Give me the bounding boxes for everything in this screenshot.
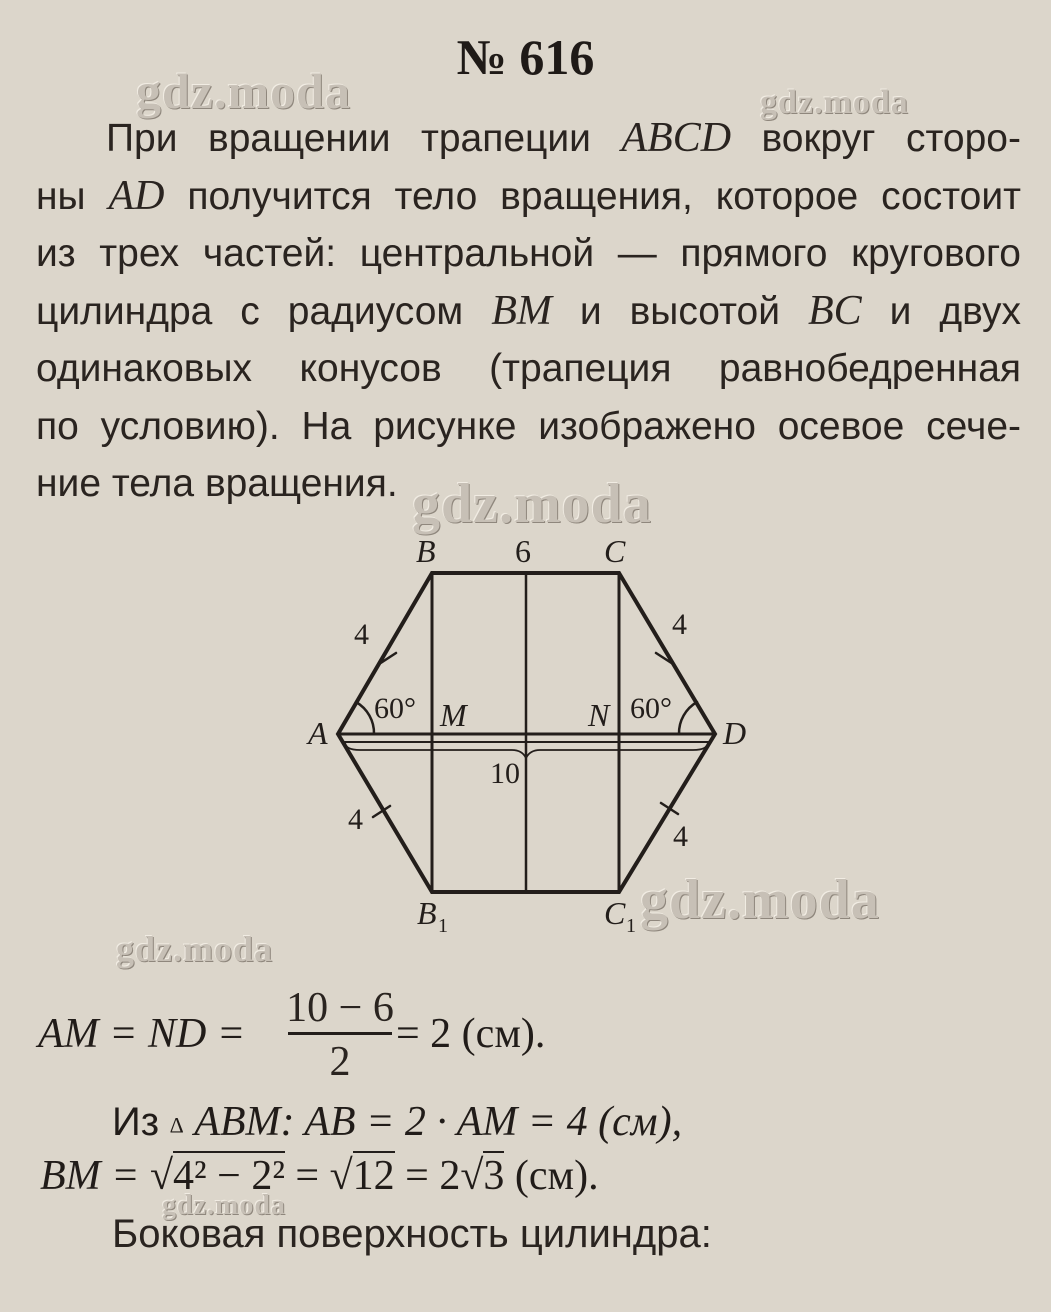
equation-prefix: Из — [112, 1100, 160, 1144]
text-run: ны — [36, 174, 109, 218]
italic-variable: BC — [807, 287, 862, 334]
watermark: gdz.moda — [116, 929, 274, 969]
text-run: и высотой — [551, 289, 808, 333]
label-n: N — [588, 697, 610, 733]
text-run: При вращении трапеции — [106, 117, 622, 160]
equation-lhs: AM = ND = — [38, 1011, 246, 1057]
equation-rhs: = 2 (см). — [396, 1011, 546, 1057]
label-side-tr: 4 — [672, 608, 687, 641]
italic-variable: BM — [491, 287, 552, 334]
label-b1-sub: 1 — [438, 915, 448, 937]
equals-sign: = 2 — [394, 1153, 461, 1199]
label-b1: B — [417, 895, 437, 931]
label-side-br: 4 — [673, 820, 688, 853]
triangle-icon: Δ — [169, 1112, 184, 1138]
watermark: gdz.moda — [760, 84, 909, 121]
equation-ab — [112, 1098, 682, 1146]
problem-number: № 616 — [456, 29, 595, 85]
angle-arc-right — [679, 702, 697, 734]
text-run: одинаковых конусов (трапеция равнобедренная — [36, 347, 1021, 390]
equation-bm — [40, 1152, 599, 1200]
radicand: 12 — [352, 1153, 395, 1199]
text-run: и двух — [861, 289, 1021, 333]
label-a: A — [308, 715, 328, 751]
fraction-bar — [288, 1032, 392, 1035]
text-run: цилиндра с радиусом — [36, 289, 492, 333]
footer-text: Боковая поверхность цилиндра: — [112, 1212, 712, 1256]
italic-variable: ABCD — [621, 115, 732, 161]
equation-lhs: BM = — [40, 1153, 150, 1199]
label-c1: C — [604, 895, 626, 931]
label-m: M — [440, 697, 467, 733]
equals-sign: = — [284, 1153, 330, 1199]
text-run: получится тело вращения, которое состоит — [164, 174, 1022, 218]
equation-am-nd — [38, 1010, 245, 1058]
text-run: вокруг сторо- — [731, 117, 1021, 160]
watermark: gdz.moda — [162, 1190, 286, 1221]
label-side-bl: 4 — [348, 803, 363, 836]
radicand: 4² − 2² — [173, 1153, 285, 1199]
fraction-numerator: 10 − 6 — [286, 985, 394, 1031]
watermark: gdz.moda — [136, 63, 351, 119]
sqrt-icon: √ — [149, 1153, 174, 1199]
text-run: ние тела вращения. — [36, 462, 398, 505]
text-run: по условию). На рисунке изображено осевое сече- — [36, 404, 1021, 448]
label-c: C — [604, 533, 626, 569]
text-run: из трех частей: центральной — прямого кругового — [36, 232, 1021, 275]
triangle-name: ABM — [194, 1099, 281, 1145]
equation-units: (см). — [504, 1153, 599, 1199]
label-angle-left: 60° — [374, 692, 416, 725]
label-b: B — [416, 533, 436, 569]
radicand: 3 — [483, 1153, 505, 1199]
label-c1-sub: 1 — [626, 915, 636, 937]
label-angle-right: 60° — [630, 692, 672, 725]
angle-arc-left — [356, 702, 374, 734]
sqrt-icon: √ — [460, 1153, 484, 1199]
fraction-denominator: 2 — [329, 1039, 351, 1085]
label-side-tl: 4 — [354, 618, 369, 651]
label-d: D — [723, 715, 747, 751]
sqrt-icon: √ — [329, 1153, 353, 1199]
equation-body: : AB = 2 · AM = 4 (см), — [280, 1099, 683, 1145]
italic-variable: AD — [108, 172, 165, 219]
watermark: gdz.moda — [640, 869, 880, 931]
label-mid-length: 10 — [490, 757, 520, 790]
watermark: gdz.moda — [412, 473, 652, 535]
label-top-length: 6 — [515, 533, 531, 569]
